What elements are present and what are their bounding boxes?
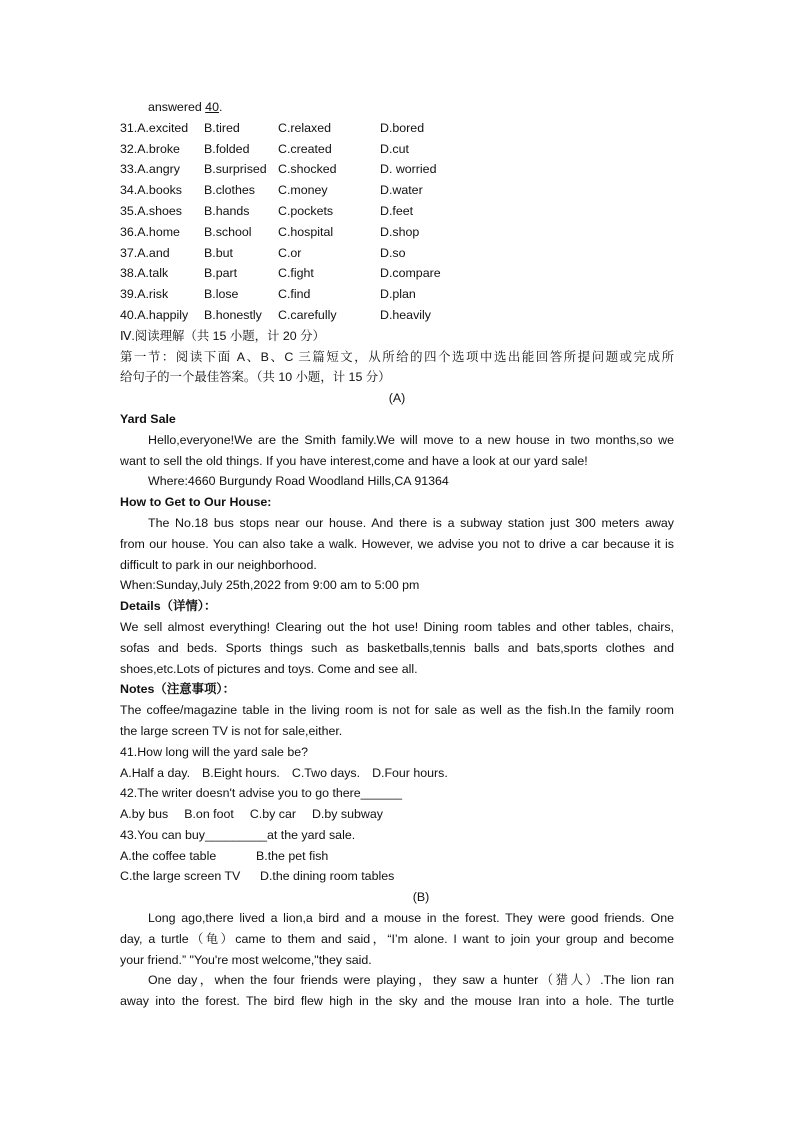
section-intro-cont: 给句子的一个最佳答案。（共 10 小题，计 15 分） [120,370,391,385]
option: A.the coffee table [120,848,217,863]
paragraph-cont: the large screen TV is not for sale,either. [120,723,343,738]
option: B.the pet fish [256,848,329,863]
paragraph-cont: want to sell the old things. If you have interest,come and have a look at our yard sale! [120,453,588,468]
option-row-37: 37.A.and B.but C.or D.so [120,245,406,260]
option-row-40: 40.A.happily B.honestly C.carefully D.heavily [120,307,431,322]
cloze-tail: answered 40. [148,100,223,114]
passage-a-title: Yard Sale [120,411,176,426]
paragraph: We sell almost everything! Clearing out the hot use! Dining room tables and other tables, chairs, [120,619,674,634]
option-row-39: 39.A.risk B.lose C.find D.plan [120,287,416,302]
paragraph: The No.18 bus stops near our house. And there is a subway station just 300 meters away [148,515,674,530]
option: C.by car [249,807,296,822]
paragraph-cont: your friend.” "You're most welcome,"they said. [120,952,372,967]
when-line: When:Sunday,July 25th,2022 from 9:00 am to 5:00 pm [120,578,420,593]
option: D.Four hours. [372,765,448,780]
paragraph-cont: shoes,etc.Lots of pictures and toys. Come and see all. [120,661,418,676]
passage-a-label: (A) [388,391,406,406]
address-line: Where:4660 Burgundy Road Woodland Hills,CA 91364 [148,474,449,489]
option-row-31: 31.A.excited B.tired C.relaxed D.bored [120,120,425,135]
paragraph-cont: sofas and beds. Sports things such as basketballs,tennis balls and bats,sports clothes and [120,640,674,655]
option: D.the dining room tables [260,869,395,884]
notes-heading: Notes（注意事项）： [120,682,235,697]
paragraph: Long ago,there lived a lion,a bird and a mouse in the forest. They were good friends. One [148,911,674,926]
paragraph-cont: away into the forest. The bird flew high in the sky and the mouse Iran into a hole. The turtle [120,994,674,1009]
option-row-33: 33.A.angry B.surprised C.shocked D. worried [120,162,437,177]
cloze-options [120,118,674,326]
option-row-32: 32.A.broke B.folded C.created D.cut [120,141,409,156]
question-42-options [120,804,674,825]
option-row-35: 35.A.shoes B.hands C.pockets D.feet [120,203,414,218]
question-43: 43.You can buy_________at the yard sale. [120,827,356,842]
passage-b-label: (B) [412,890,430,905]
option: A.Half a day. [120,765,191,780]
option-row-36: 36.A.home B.school C.hospital D.shop [120,224,420,239]
option-row-34: 34.A.books B.clothes C.money D.water [120,183,423,198]
question-41-options [120,763,674,784]
document-page [120,97,674,1012]
option: B.on foot [184,807,234,822]
option: C.Two days. [291,765,361,780]
question-43-options-cont [120,866,674,887]
blank-40: 40 [205,100,219,114]
section-heading: Ⅳ.阅读理解（共 15 小题，计 20 分） [120,328,325,343]
section-intro: 第一节：阅读下面 A、B、C 三篇短文，从所给的四个选项中选出能回答所提问题或完成所 [120,349,674,364]
paragraph-cont: difficult to park in our neighborhood. [120,557,317,572]
paragraph-cont: from our house. You can also take a walk. However, we advise you not to drive a car because it is [120,536,674,551]
option: B.Eight hours. [202,765,280,780]
question-42: 42.The writer doesn't advise you to go there______ [120,786,403,801]
paragraph: Hello,everyone!We are the Smith family.We will move to a new house in two months,so we [148,432,674,447]
paragraph: One day，when the four friends were playing，they saw a hunter（猎人）.The lion ran [148,973,674,988]
option: A.by bus [120,807,169,822]
option-row-38: 38.A.talk B.part C.fight D.compare [120,266,441,281]
option: C.the large screen TV [120,869,241,884]
option: D.by subway [311,807,383,822]
paragraph: The coffee/magazine table in the living room is not for sale as well as the fish.In the family room [120,703,674,718]
question-41: 41.How long will the yard sale be? [120,744,309,759]
question-43-options [120,846,674,867]
details-heading: Details（详情）： [120,599,217,614]
paragraph-cont: day, a turtle（龟）came to them and said，“I’m alone. I want to join your group and become [120,931,674,946]
how-heading: How to Get to Our House: [120,495,272,510]
